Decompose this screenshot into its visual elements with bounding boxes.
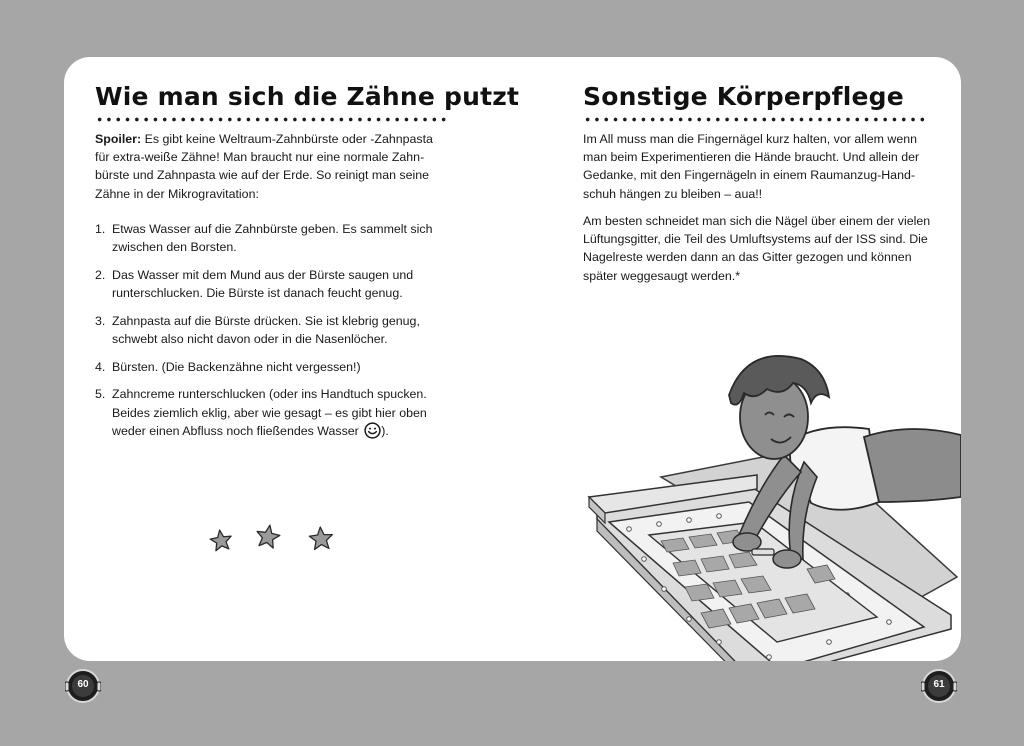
step-line: Bürsten. (Die Backenzähne nicht vergessen!) <box>112 359 361 374</box>
page-number: 61 <box>933 679 945 690</box>
para-line: Im All muss man die Fingernägel kurz halten, vor allem wenn <box>583 132 918 146</box>
step-line: runterschlucken. Die Bürste ist danach feucht genug. <box>112 286 403 301</box>
decorative-stars <box>204 523 344 563</box>
toothbrushing-steps <box>95 220 435 454</box>
step-item <box>95 358 435 376</box>
step-line: Etwas Wasser auf die Zahnbürste geben. Es sammelt sich <box>112 222 433 236</box>
step-item <box>95 312 435 348</box>
para-line: schuh hängen zu bleiben – aua!! <box>583 186 763 201</box>
star-icon <box>309 526 333 550</box>
intro-paragraph <box>95 130 455 203</box>
step-line: schwebt also nicht davon oder in die Nasenlöcher. <box>112 332 388 347</box>
intro-line: Zähne in der Mikrogravitation: <box>95 186 259 201</box>
step-number: 3. <box>95 313 106 328</box>
left-page-title: Wie man sich die Zähne putzt <box>95 82 520 111</box>
page-number-badge-left <box>65 668 101 704</box>
step-line: zwischen den Borsten. <box>112 240 237 255</box>
intro-line: Es gibt keine Weltraum-Zahnbürste oder -Zahnpasta <box>141 132 433 146</box>
page-number-badge-right <box>921 668 957 704</box>
right-page-title: Sonstige Körperpflege <box>583 82 904 111</box>
title-dotted-divider <box>95 117 447 122</box>
smiley-icon <box>364 422 381 444</box>
step-number: 4. <box>95 359 106 374</box>
step-item <box>95 266 435 302</box>
nail-care-paragraph-2 <box>583 212 943 285</box>
para-line: Lüftungsgitter, die Teil des Umluftsystems auf der ISS sind. Die <box>583 232 928 247</box>
spoiler-label: Spoiler: <box>95 132 142 146</box>
step-line: Zahnpasta auf die Bürste drücken. Sie ist klebrig genug, <box>112 313 420 328</box>
step-number: 5. <box>95 387 106 402</box>
star-icon <box>209 529 233 552</box>
astronaut-nail-clipping-illustration <box>579 297 961 661</box>
page-number: 60 <box>77 679 89 690</box>
intro-line: bürste und Zahnpasta wie auf der Erde. So reinigt man seine <box>95 168 430 183</box>
step-item <box>95 220 435 256</box>
step-number: 1. <box>95 222 106 236</box>
para-line: später weggesaugt werden.* <box>583 268 741 283</box>
step-item <box>95 385 435 444</box>
book-spread <box>64 57 961 661</box>
step-number: 2. <box>95 267 106 282</box>
title-dotted-divider <box>583 117 929 122</box>
star-icon <box>255 523 281 549</box>
nail-care-paragraph-1 <box>583 130 943 203</box>
para-line: Gedanke, mit den Fingernägeln in einem Raumanzug-Hand- <box>583 168 915 183</box>
para-line: Nagelreste werden dann an das Gitter gezogen und können <box>583 250 912 265</box>
step-line-end: ). <box>381 423 389 438</box>
step-line: Beides ziemlich eklig, aber wie gesagt – es gibt hier oben <box>112 405 427 420</box>
step-line: weder einen Abfluss noch fließendes Wasser <box>112 423 359 438</box>
intro-line: für extra-weiße Zähne! Man braucht nur eine normale Zahn- <box>95 150 425 165</box>
para-line: man beim Experimentieren die Hände braucht. Und allein der <box>583 150 920 165</box>
step-line: Das Wasser mit dem Mund aus der Bürste saugen und <box>112 267 414 282</box>
para-line: Am besten schneidet man sich die Nägel über einem der vielen <box>583 214 931 228</box>
step-line: Zahncreme runterschlucken (oder ins Handtuch spucken. <box>112 387 427 402</box>
